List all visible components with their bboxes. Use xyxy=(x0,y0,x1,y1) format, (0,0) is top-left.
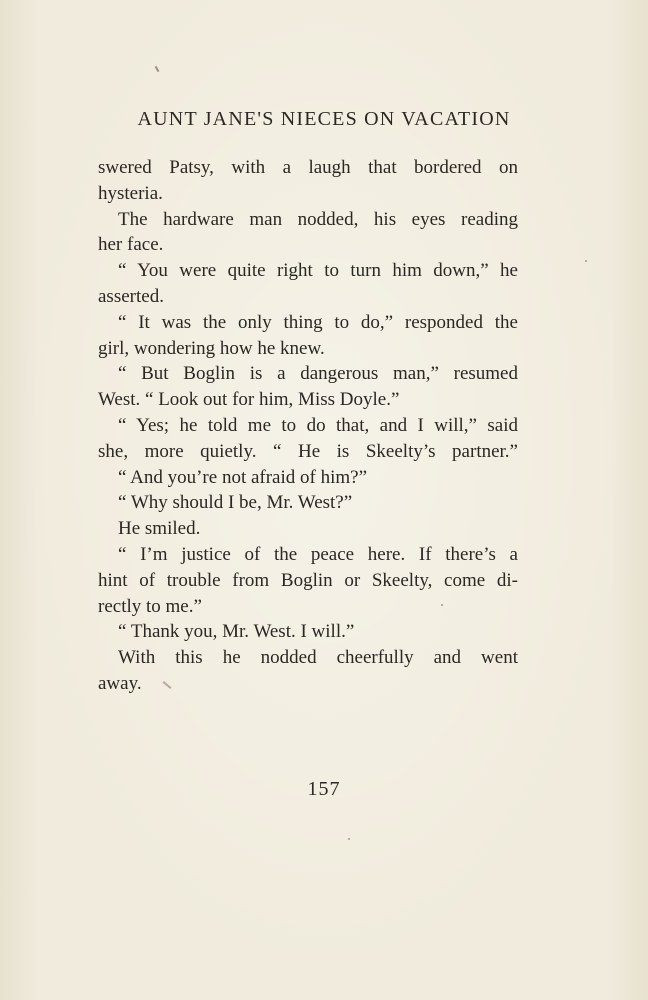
text-line: “ And you’re not afraid of him?” xyxy=(118,466,368,488)
paper-speck xyxy=(348,838,350,840)
text-line: rectly to me.” xyxy=(98,595,202,617)
text-line: she, more quietly. “ He is Skeelty’s partner.” xyxy=(98,440,518,462)
text-line: “ It was the only thing to do,” responded the xyxy=(118,311,518,333)
paper-speck xyxy=(585,260,587,262)
ink-speck xyxy=(155,66,160,72)
text-line: away. xyxy=(98,672,142,694)
text-line: “ I’m justice of the peace here. If there’s a xyxy=(118,543,518,565)
text-line: He smiled. xyxy=(118,518,201,540)
text-line: girl, wondering how he knew. xyxy=(98,337,325,359)
text-line: hint of trouble from Boglin or Skeelty, come di- xyxy=(98,569,518,591)
text-line: The hardware man nodded, his eyes reading xyxy=(118,208,518,230)
text-line: “ You were quite right to turn him down,” he xyxy=(118,260,518,282)
text-line: “ Thank you, Mr. West. I will.” xyxy=(118,621,355,643)
page-number: 157 xyxy=(307,778,341,800)
text-line: asserted. xyxy=(98,285,164,307)
text-line: With this he nodded cheerfully and went xyxy=(118,647,518,669)
text-line: “ Why should I be, Mr. West?” xyxy=(118,492,353,514)
text-line: “ Yes; he told me to do that, and I will,” said xyxy=(118,414,518,436)
text-line: swered Patsy, with a laugh that bordered on xyxy=(98,157,518,178)
body-text xyxy=(98,155,518,697)
running-head: AUNT JANE'S NIECES ON VACATION xyxy=(137,108,511,130)
text-line: hysteria. xyxy=(98,182,163,204)
text-line: her face. xyxy=(98,234,164,256)
text-line: West. “ Look out for him, Miss Doyle.” xyxy=(98,389,400,411)
text-line: “ But Boglin is a dangerous man,” resumed xyxy=(118,363,518,385)
